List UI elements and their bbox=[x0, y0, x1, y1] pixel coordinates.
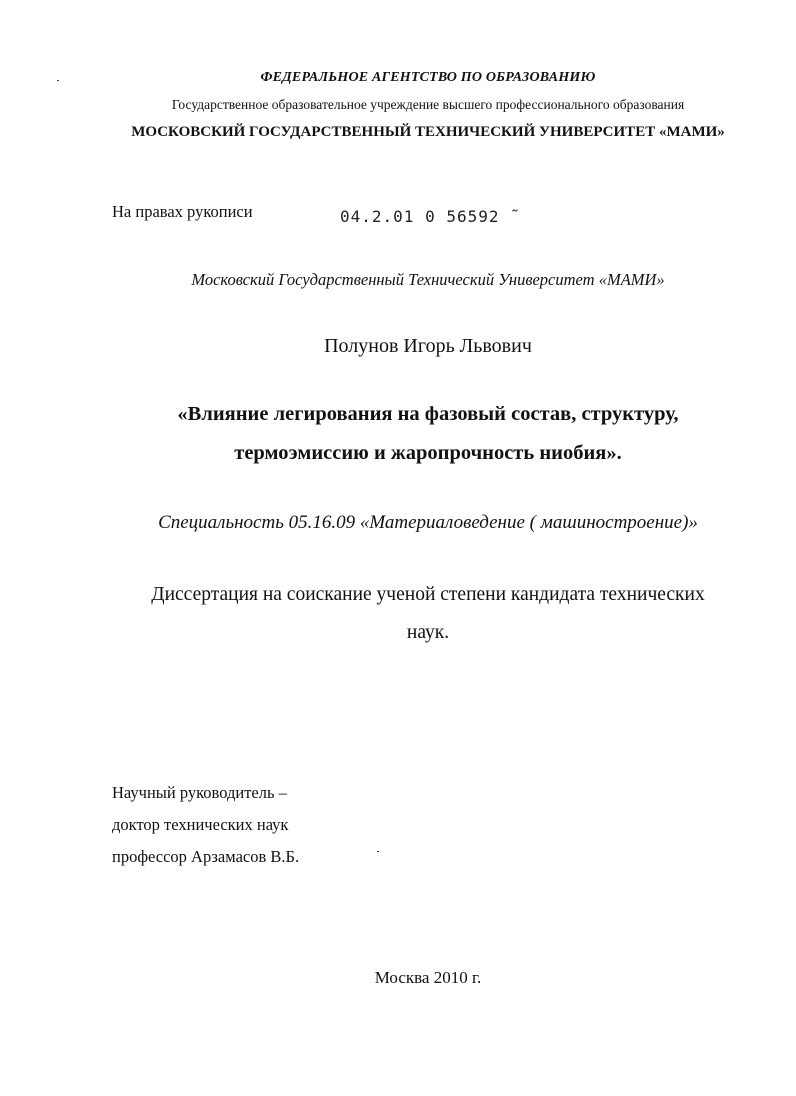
degree-statement-line-2: наук. bbox=[406, 622, 450, 643]
degree-statement-line-1: Диссертация на соискание ученой степени кандидата технических bbox=[151, 584, 705, 605]
supervisor-label: Научный руководитель – bbox=[112, 783, 287, 802]
university-name: МОСКОВСКИЙ ГОСУДАРСТВЕННЫЙ ТЕХНИЧЕСКИЙ УНИВЕРСИТЕТ «МАМИ» bbox=[131, 124, 725, 140]
specialty: Специальность 05.16.09 «Материаловедение ( машиностроение)» bbox=[158, 512, 698, 533]
supervisor-name: профессор Арзамасов В.Б. bbox=[112, 847, 300, 866]
organization-name: Московский Государственный Технический Университет «МАМИ» bbox=[191, 270, 665, 289]
agency-heading: ФЕДЕРАЛЬНОЕ АГЕНТСТВО ПО ОБРАЗОВАНИЮ bbox=[260, 70, 596, 85]
supervisor-degree: доктор технических наук bbox=[112, 815, 289, 834]
city-year: Москва 2010 г. bbox=[374, 968, 482, 987]
scan-speck bbox=[377, 851, 379, 852]
author-name: Полунов Игорь Львович bbox=[324, 335, 532, 357]
manuscript-rights-label: На правах рукописи bbox=[112, 202, 253, 221]
institution-type: Государственное образовательное учреждение высшего профессионального образования bbox=[171, 97, 685, 112]
registration-number-stamp: 04.2.01 0 56592 ˜ bbox=[340, 207, 521, 226]
dissertation-title-line-2: термоэмиссию и жаропрочность ниобия». bbox=[234, 442, 622, 464]
dissertation-title-line-1: «Влияние легирования на фазовый состав, структуру, bbox=[177, 403, 679, 425]
